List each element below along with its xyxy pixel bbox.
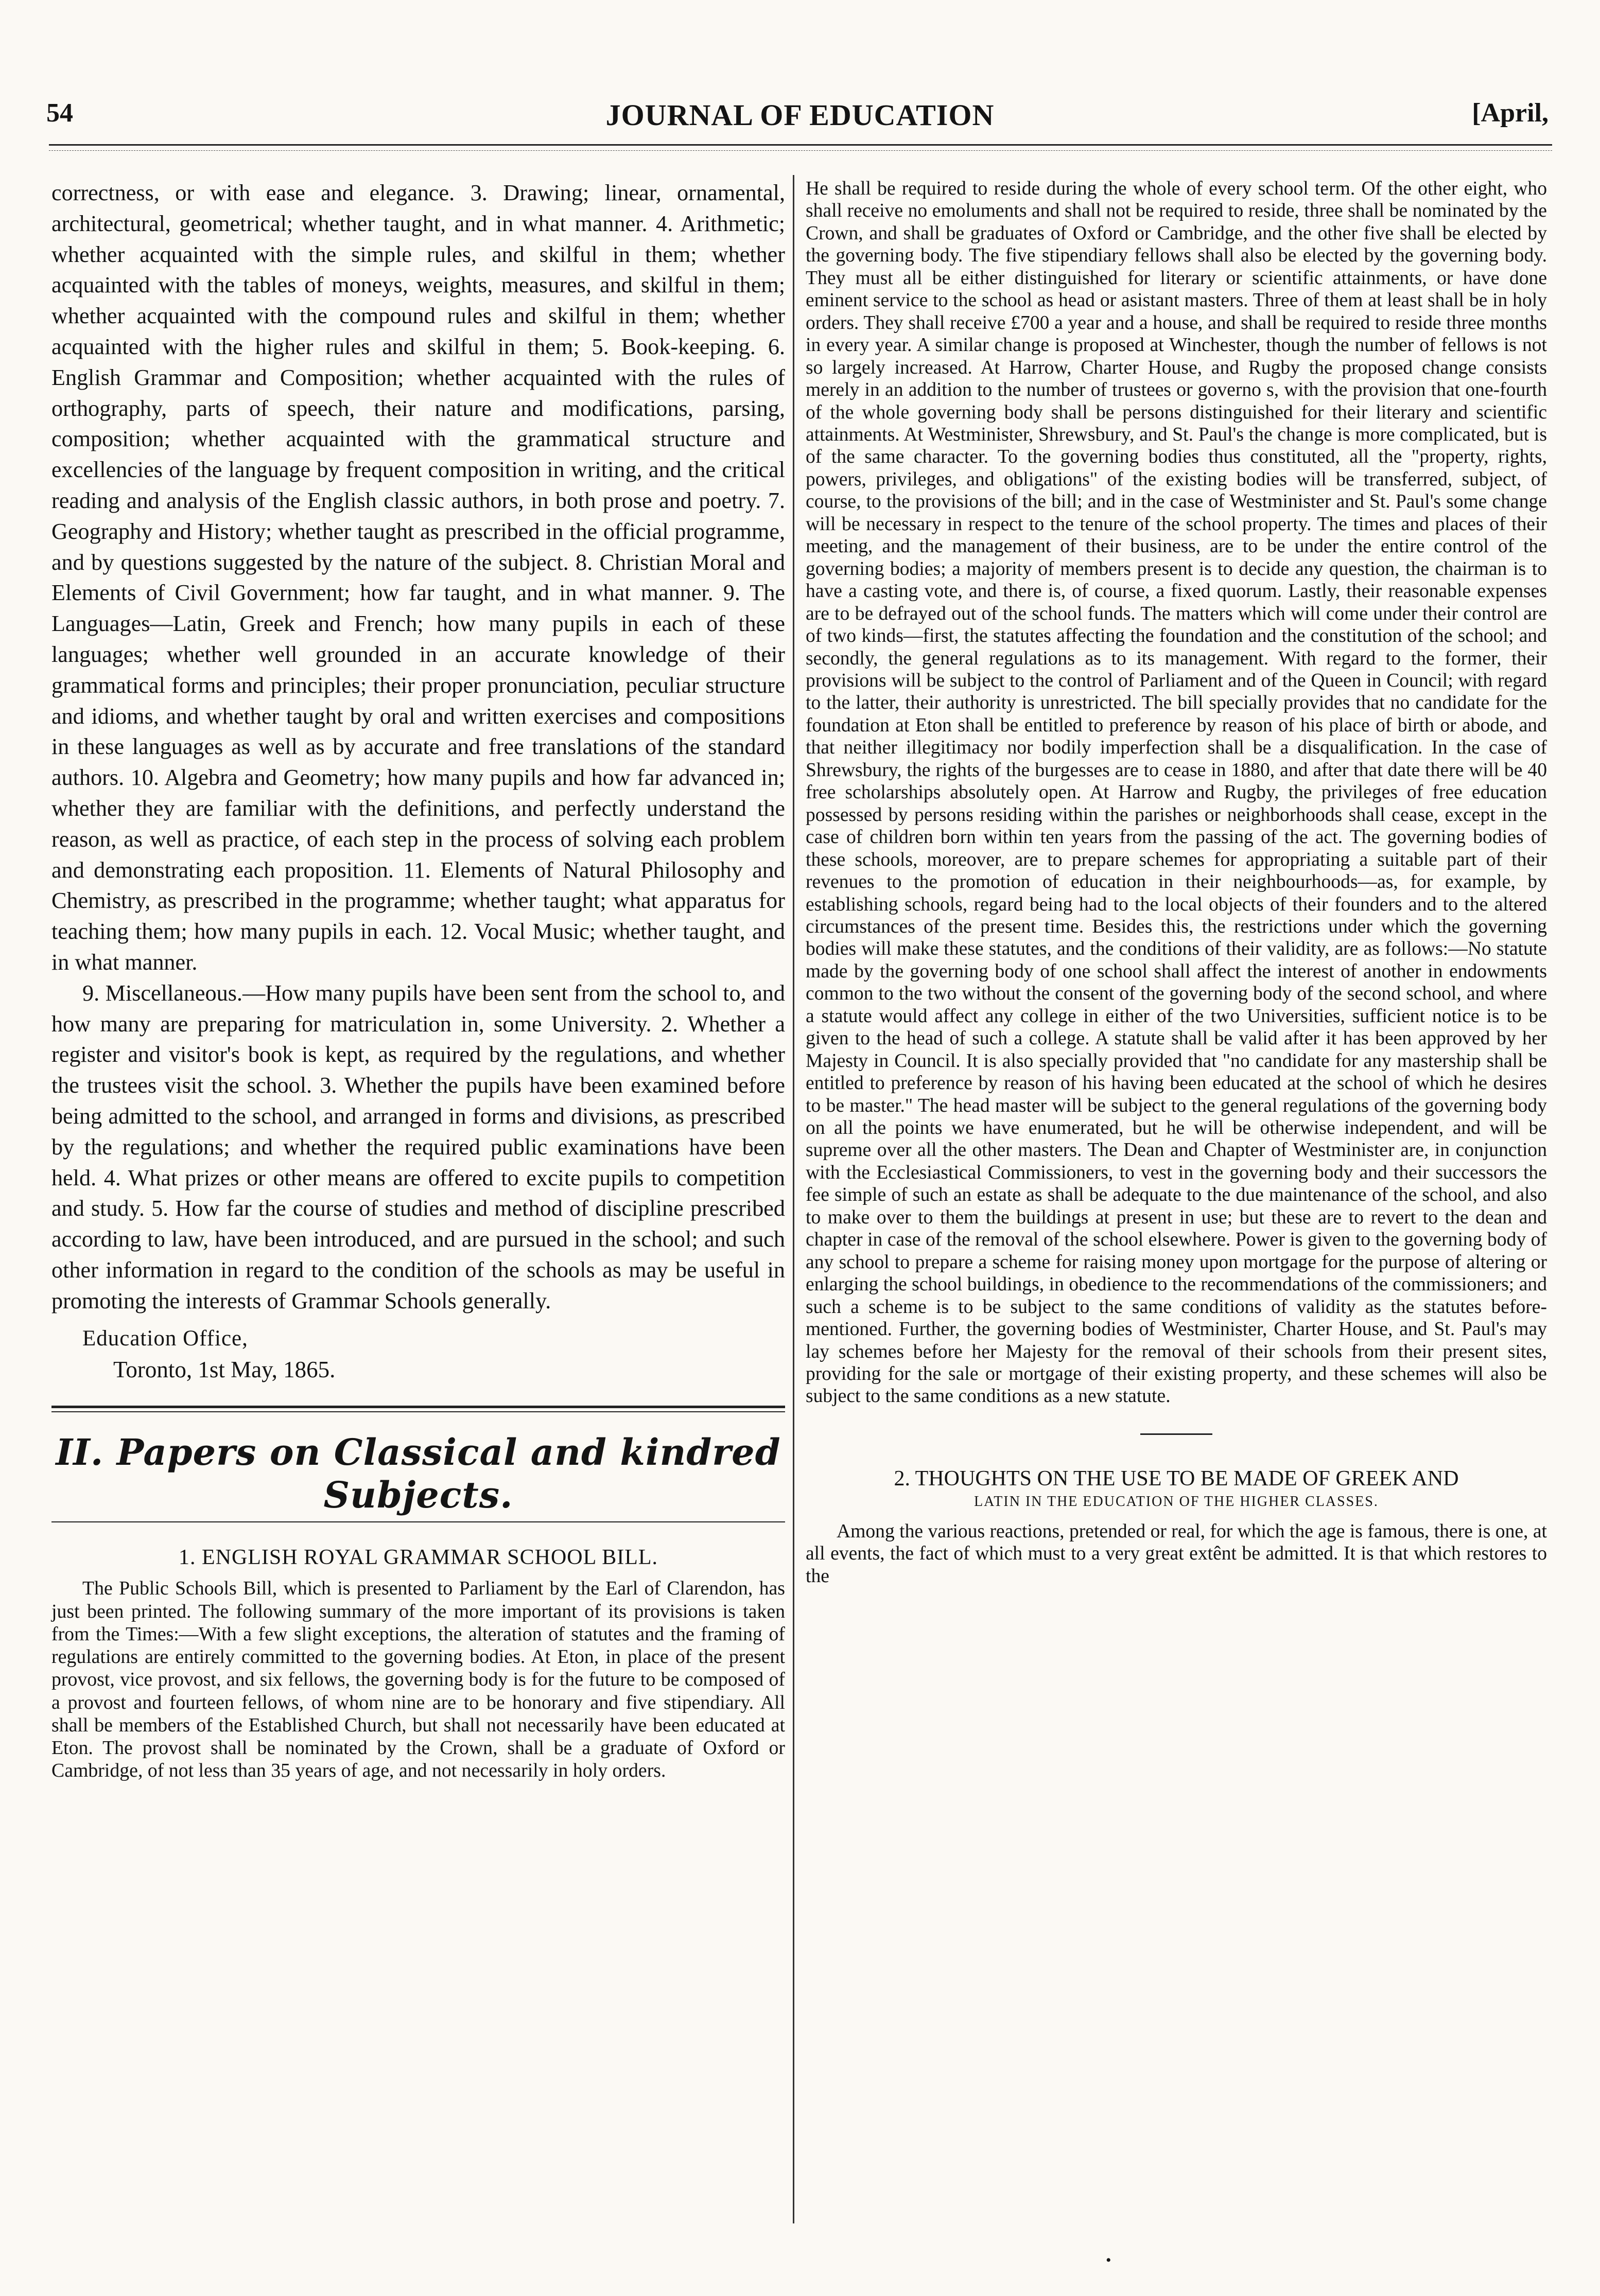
column-divider (793, 175, 794, 2223)
header-rule (49, 144, 1552, 146)
left-paragraph: correctness, or with ease and elegance. 3. Drawing; linear, ornamental, architectural, geometrical; whether taught, and in what manner. 4. Arithmetic; whether acquainted with the simple rules, and skilful in them; whether acquainted with the tables of moneys, weights, measures, and skilful in them; whether acquainted with the compound rules and skilful in them; whether acquainted with the higher rules and skilful in them; 5. Book-keeping. 6. English Grammar and Composition; whether acquainted with the rules of orthography, parts of speech, their nature and modifications, parsing, composition; whether acquainted with the grammatical structure and excellencies of the language by frequent composition in writing, and the critical reading and analysis of the English classic authors, in both prose and poetry. 7. Geography and History; whether taught as prescribed in the official programme, and by questions suggested by the nature of the subject. 8. Christian Moral and Elements of Civil Government; how far taught, and in what manner. 9. The Languages—Latin, Greek and French; how many pupils in each of these languages; whether well grounded in an accurate knowledge of their grammatical forms and principles; their proper pronunciation, peculiar structure and idioms, and whether taught by oral and written exercises and compositions in these languages as well as by accurate and free translations of the standard authors. 10. Algebra and Geometry; how many pupils and how far advanced in; whether they are familiar with the definitions, and perfectly understand the reason, as well as practice, of each step in the process of solving each problem and demonstrating each proposition. 11. Elements of Natural Philosophy and Chemistry, as prescribed in the programme; whether taught; what apparatus for teaching them; how many pupils in each. 12. Vocal Music; whether taught, and in what manner. (51, 180, 785, 975)
header-dashed-rule (49, 150, 1552, 151)
section-rule (51, 1521, 785, 1522)
section-heading: II. Papers on Classical and kindred Subjects. (56, 1431, 781, 1517)
issue-month: [April, (1472, 98, 1549, 128)
signature-place-date: Toronto, 1st May, 1865. (113, 1357, 336, 1383)
page-number: 54 (46, 98, 73, 128)
article-title: 2. THOUGHTS ON THE USE TO BE MADE OF GREEK AND (894, 1466, 1459, 1491)
article-paragraph: Among the various reactions, pretended or real, for which the age is famous, there is one, at all events, the fact of which must to a very great extênt be admitted. It is that which restores to the (806, 1520, 1547, 1587)
section-rule (51, 1406, 785, 1408)
ink-dot: • (1106, 2252, 1111, 2269)
page-header (0, 98, 1600, 139)
left-column (51, 178, 785, 1782)
right-column (806, 178, 1547, 1587)
article-title: 1. ENGLISH ROYAL GRAMMAR SCHOOL BILL. (178, 1546, 658, 1570)
section-rule (51, 1411, 785, 1412)
short-rule (1140, 1433, 1212, 1435)
article-subtitle: LATIN IN THE EDUCATION OF THE HIGHER CLASSES. (974, 1493, 1379, 1510)
article-paragraph: He shall be required to reside during the whole of every school term. Of the other eight, who shall receive no emoluments and shall not be required to reside, three shall be nominated by the Crown, and shall be graduates of Oxford or Cambridge, and the other five shall be elected by the governing body. The five stipendiary fellows shall also be elected by the governing body. They must all be either distinguished for literary or scientific attainments, or have done eminent service to the school as head or asistant masters. Three of them at least shall be in holy orders. They shall receive £700 a year and a house, and shall be required to reside three months in every year. A similar change is proposed at Winchester, though the number of fellows is not so largely increased. At Harrow, Charter House, and Rugby the proposed change consists merely in an addition to the number of trustees or governo s, with the provision that one-fourth of the whole governing body shall be persons distinguished for their literary and scientific attainments. At Westminister, Shrewsbury, and St. Paul's the change is more complicated, but is of the same character. To the governing bodies thus constituted, all the "property, rights, powers, privileges, and obligations" of the existing bodies will be transferred, subject, of course, to the provisions of the bill; and in the case of Westminister and St. Paul's some change will be necessary in respect to the tenure of the school property. The times and places of their meeting, and the management of their business, are to be under the entire control of the governing bodies; a majority of members present is to decide any question, the chairman is to have a casting vote, and there is, of course, a fixed quorum. Lastly, their reasonable expenses are to be defrayed out of the school funds. The matters which will come under their control are of two kinds—first, the statutes affecting the foundation and the constitution of the school; and secondly, the general regulations as to its management. With regard to the former, their provisions will be subject to the control of Parliament and of the Queen in Council; with regard to the latter, their authority is unrestricted. The bill specially provides that no candidate for the foundation at Eton shall be entitled to preference by reason of his place of birth or abode, and that neither illegitimacy nor bodily imperfection shall be a disqualification. In the case of Shrewsbury, the rights of the burgesses are to cease in 1880, and after that date there will be 40 free scholarships absolutely open. At Harrow and Rugby, the privileges of free education possessed by persons residing within the parishes or neighborhoods shall cease, except in the case of children born within ten years from the passing of the act. The governing bodies of these schools, moreover, are to prepare schemes for appropriating a suitable part of their revenues to the promotion of education in their neighbourhoods—as, for example, by establishing schools, regard being had to the local objects of their founders and to the altered circumstances of the present time. Besides this, the restrictions under which the governing bodies will make these statutes, and the conditions of their validity, are as follows:—No statute made by the governing body of one school shall affect the interest of another in endowments common to the two without the consent of the governing body of the second school, and where a statute would affect any college in either of the two Universities, sufficient notice is to be given to the head of such a college. A statute shall be valid after it has been approved by her Majesty in Council. It is also specially provided that "no candidate for any mastership shall be entitled to preference by reason of his having been educated at the school of which he desires to be master." The head master will be subject to the general regulations of the governing body on all the points we have enumerated, but he will be otherwise independent, and will be supreme over all the other masters. The Dean and Chapter of Westminister are, in conjunction with the Ecclesiastical Commissioners, to vest in the governing body and their successors the fee simple of such an estate as shall be adequate to the due maintenance of the school, and also to make over to them the buildings at present in use; but these are to revert to the dean and chapter in case of the removal of the school elsewhere. Power is given to the governing body of any school to prepare a scheme for raising money upon mortgage for the purpose of altering or enlarging the school buildings, in obedience to the recommendations of the commissioners; and such a scheme is to be subject to the same conditions of validity as the statutes before-mentioned. Further, the governing bodies of Westminister, Charter House, and St. Paul's may lay schemes before her Majesty for the removal of their schools from their present sites, providing for the sale or mortgage of their existing property, and these schemes will also be subject to the same conditions as a new statute. (806, 178, 1547, 1407)
left-paragraph: 9. Miscellaneous.—How many pupils have been sent from the school to, and how many are preparing for matriculation in, some University. 2. Whether a register and visitor's book is kept, as required by the regulations, and whether the trustees visit the school. 3. Whether the pupils have been examined before being admitted to the school, and arranged in forms and divisions, as prescribed by the regulations; and whether the required public examinations have been held. 4. What prizes or other means are offered to excite pupils to competition and study. 5. How far the course of studies and method of discipline prescribed according to law, have been introduced, and are pursued in the school; and such other information in regard to the condition of the schools as may be useful in promoting the interests of Grammar Schools generally. (51, 980, 785, 1313)
article-paragraph: The Public Schools Bill, which is presented to Parliament by the Earl of Clarendon, has just been printed. The following summary of the more important of its provisions is taken from the Times:—With a few slight exceptions, the alteration of statutes and the framing of regulations are entirely committed to the governing bodies. At Eton, in place of the present provost, vice provost, and six fellows, the governing body is for the future to be composed of a provost and fourteen fellows, of whom nine are to be honorary and five stipendiary. All shall be members of the Established Church, but shall not necessarily have been educated at Eton. The provost shall be nominated by the Crown, shall be a graduate of Oxford or Cambridge, of not less than 35 years of age, and not necessarily in holy orders. (51, 1578, 785, 1782)
journal-title: JOURNAL OF EDUCATION (605, 98, 995, 132)
signature-office: Education Office, (82, 1326, 248, 1351)
